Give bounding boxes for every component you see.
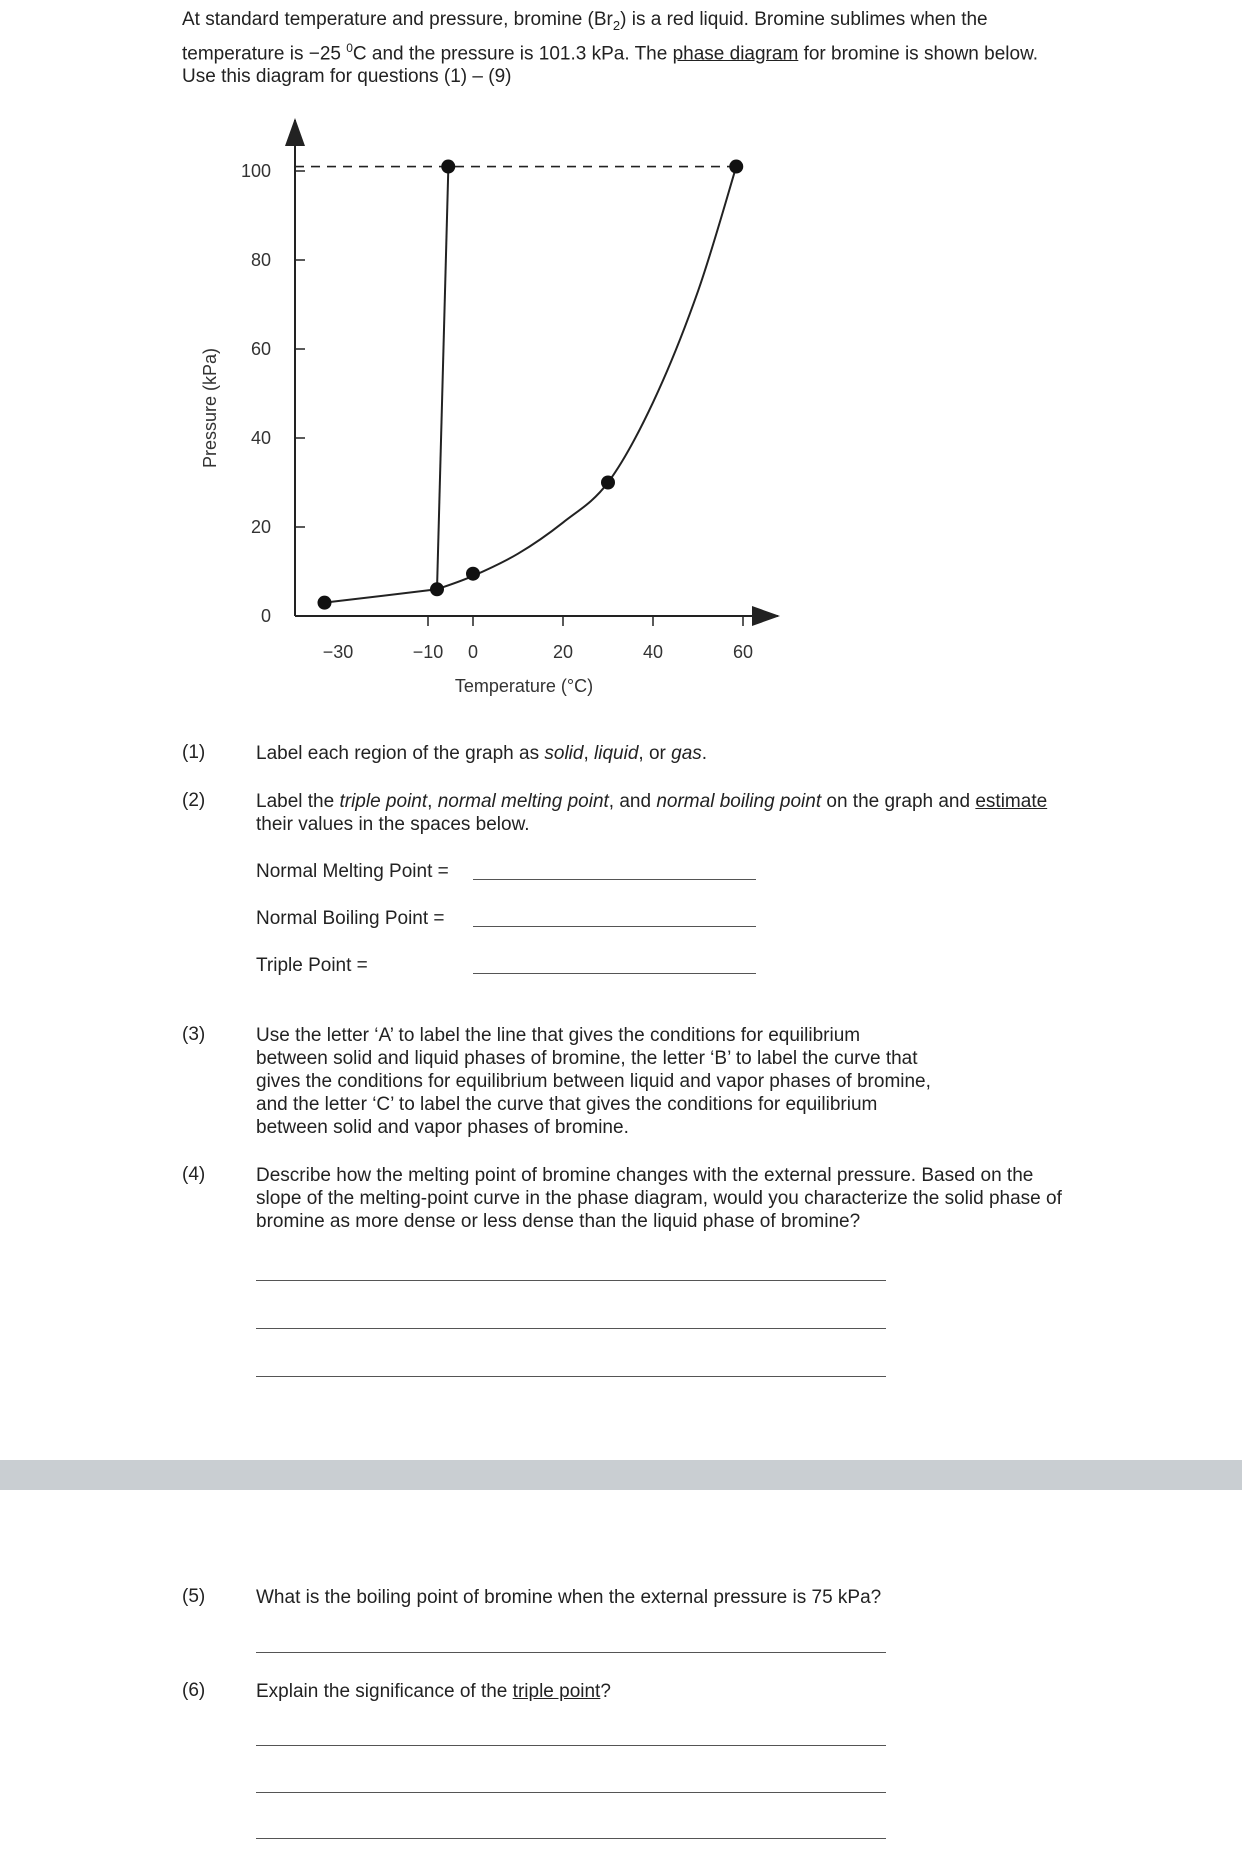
x-tick-label: 40: [642, 642, 664, 662]
x-axis-label: Temperature (°C): [454, 676, 594, 696]
x-tick-label: 20: [552, 642, 574, 662]
q6-number: (6): [182, 1680, 206, 1701]
phase-diagram-link: phase diagram: [672, 43, 799, 65]
q4-answer-line-1[interactable]: [256, 1280, 886, 1281]
solid-vapor-curve: [325, 589, 438, 602]
q4-number: (4): [182, 1164, 206, 1185]
x-tick-label: −10: [412, 642, 444, 662]
q1-number: (1): [182, 742, 206, 763]
x-tick-label: 0: [467, 642, 479, 662]
y-tick-label: 20: [250, 517, 271, 537]
data-point: [430, 582, 444, 596]
q3-text: Use the letter ‘A’ to label the line that gives the conditions for equilibrium between solid and liquid phases of bromine, the letter ‘B’ to label the curve that gives the conditions for equilibrium between liquid and vapor phases of bromine, and the letter ‘C’ to label the curve that gives the conditions for equilibrium between solid and vapor phases of bromine.: [256, 1025, 931, 1138]
q5-text: What is the boiling point of bromine when the external pressure is 75 kPa?: [256, 1587, 882, 1608]
normal-boiling-point-blank[interactable]: [473, 926, 756, 927]
solid-liquid-line: [437, 171, 448, 589]
q6-answer-line-3[interactable]: [256, 1838, 886, 1839]
liquid-vapor-curve: [437, 167, 736, 590]
data-point: [318, 596, 332, 610]
x-tick-label: −30: [322, 642, 354, 662]
normal-melting-point-label: Normal Melting Point =: [256, 861, 449, 882]
q4-answer-line-3[interactable]: [256, 1376, 886, 1377]
q4-answer-line-2[interactable]: [256, 1328, 886, 1329]
x-tick-label: 60: [732, 642, 754, 662]
data-point: [466, 567, 480, 581]
y-tick-label: 0: [260, 606, 271, 626]
q5-answer-line[interactable]: [256, 1652, 886, 1653]
triple-point-label: Triple Point =: [256, 955, 368, 976]
q6-text: Explain the significance of the triple point?: [256, 1681, 611, 1702]
normal-melting-point-blank[interactable]: [473, 879, 756, 880]
q3-number: (3): [182, 1024, 206, 1045]
intro-paragraph: At standard temperature and pressure, bromine $(Br_2)$ is a red liquid. Bromine sublimes when the temperature is −25 $^0$C and the pressure is 101.3 kPa. The phase diagram for bromine is shown below. Use this diagram for questions (1) – (9): [182, 9, 1039, 88]
q2-number: (2): [182, 790, 206, 811]
q1-text: Label each region of the graph as solid, liquid, or gas.: [256, 743, 708, 764]
data-point: [601, 476, 615, 490]
data-point: [729, 160, 743, 174]
q2-text: Label the triple point, normal melting point, and normal boiling point on the graph and estimate their values in the spaces below.: [256, 791, 1048, 835]
y-tick-label: 40: [250, 428, 271, 448]
triple-point-blank[interactable]: [473, 973, 756, 974]
y-tick-label: 100: [240, 161, 271, 181]
phase-diagram-chart: [0, 0, 1242, 720]
y-tick-label: 80: [250, 250, 271, 270]
y-tick-label: 60: [250, 339, 271, 359]
y-axis-label: Pressure (kPa): [200, 347, 220, 469]
normal-boiling-point-label: Normal Boiling Point =: [256, 908, 445, 929]
q5-number: (5): [182, 1586, 206, 1607]
q4-text: Describe how the melting point of bromine changes with the external pressure. Based on the slope of the melting-point curve in the phase diagram, would you characterize the solid phase of bromine as more dense or less dense than the liquid phase of bromine?: [256, 1165, 1062, 1232]
page-separator: [0, 1460, 1242, 1490]
q6-answer-line-2[interactable]: [256, 1792, 886, 1793]
q6-answer-line-1[interactable]: [256, 1745, 886, 1746]
data-point: [441, 160, 455, 174]
